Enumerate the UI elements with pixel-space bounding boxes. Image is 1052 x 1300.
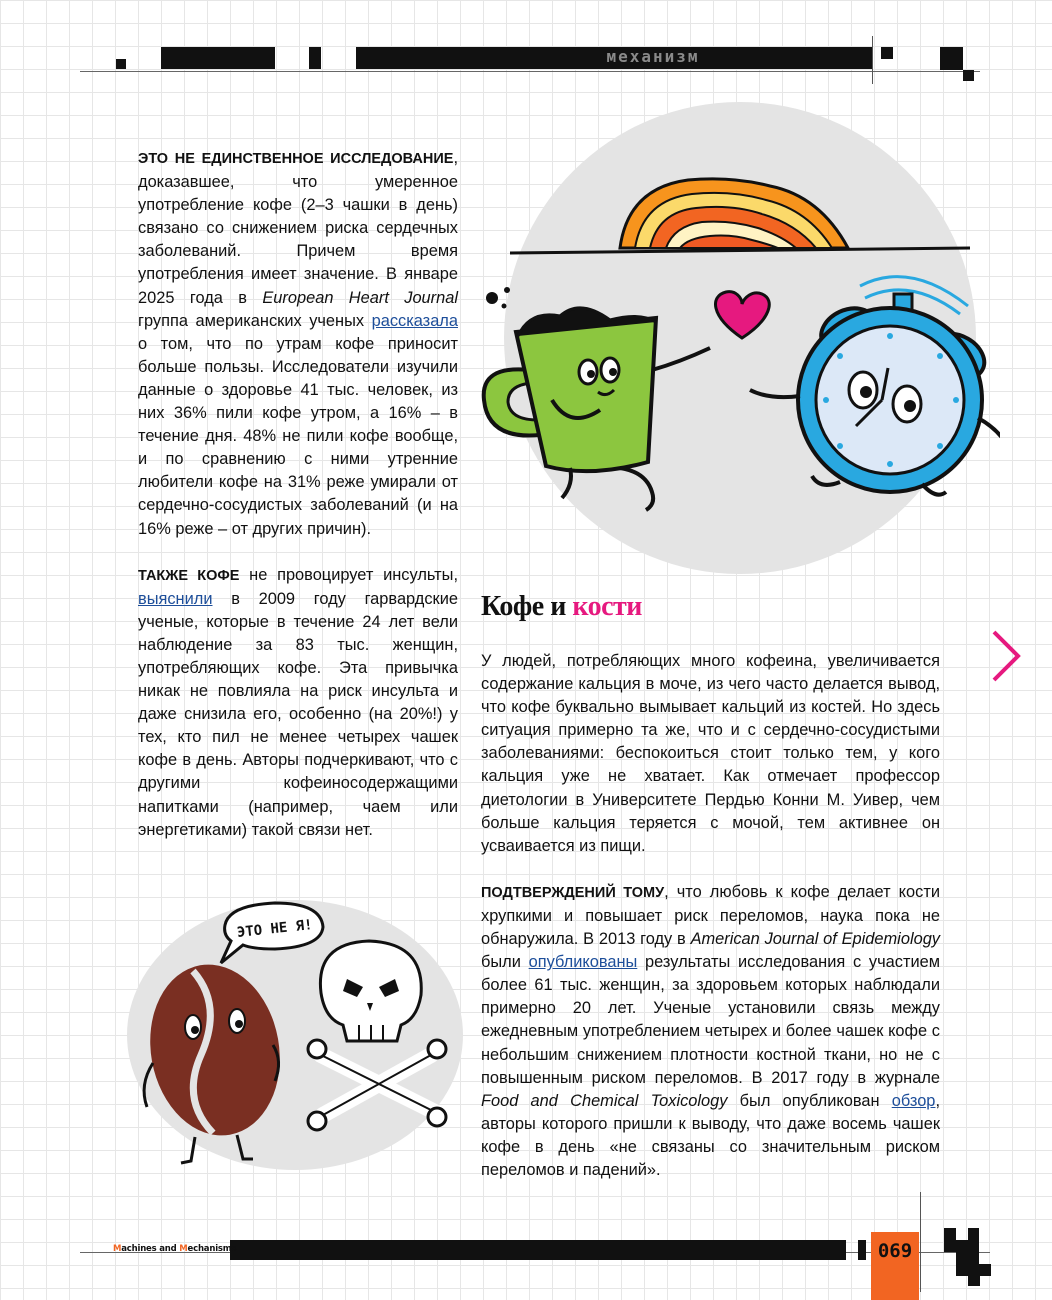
section-heading <box>481 591 642 623</box>
section-label: механизм <box>606 47 700 66</box>
footer-tick <box>920 1192 921 1292</box>
footer-pixel <box>944 1228 956 1240</box>
text: , авторы которого пришли к выводу, что даже восемь чашек кофе в день «не связаны со значительным риском переломов и падений». <box>481 1091 940 1179</box>
footer-pixel <box>956 1252 979 1264</box>
header-tick <box>872 36 873 84</box>
source-link[interactable]: опубликованы <box>528 953 638 972</box>
source-link[interactable]: выяснили <box>138 589 213 608</box>
header-pixel <box>940 47 963 70</box>
paragraph <box>138 564 458 842</box>
right-column <box>481 650 940 1205</box>
brand-letter: M <box>179 1244 188 1254</box>
speech-bubble-text: ЭТО НЕ Я! <box>236 917 314 941</box>
lead-in: ТАКЖЕ КОФЕ <box>138 567 240 584</box>
journal-name: Food and Chemical Toxicology <box>481 1091 728 1110</box>
page-number-badge <box>871 1232 919 1300</box>
page-number: 069 <box>877 1240 913 1262</box>
header-block <box>309 47 321 69</box>
header-block <box>161 47 275 69</box>
brand-text: achines and <box>121 1244 180 1254</box>
next-page-chevron-icon[interactable] <box>990 628 1024 684</box>
footer-pixel <box>968 1228 979 1240</box>
brand-letter: M <box>113 1244 122 1254</box>
bean-skull-illustration <box>125 885 465 1175</box>
source-link[interactable]: обзор <box>891 1091 936 1110</box>
footer-block <box>230 1240 846 1260</box>
left-column <box>138 147 458 865</box>
brand-text: echanisms <box>187 1244 237 1254</box>
coffee-clock-illustration <box>470 100 1000 580</box>
footer-pixel <box>944 1240 979 1252</box>
text: группа американских ученых <box>138 311 372 330</box>
text: , что любовь к кофе делает кости хрупкими и повышает риск переломов, наука пока не обнаружила. В 2013 году в <box>481 882 940 949</box>
header-pixel <box>116 59 126 69</box>
text: о том, что по утрам кофе приносит больше пользы. Исследователи изучили данные о здоровье 41 тыс. человек, из них 36% пили кофе утром, а 16% – в течение дня. 48% не пили кофе вообще, и по сравнению с ними утренние любители кофе на 31% реже умирали от сердечно-сосудистых заболеваний (и на 16% реже – от других причин). <box>138 334 458 538</box>
heading-text: Кофе и <box>481 591 573 622</box>
footer-block <box>858 1240 866 1260</box>
lead-in: ПОДТВЕРЖДЕНИЙ ТОМУ <box>481 884 665 901</box>
text: были <box>481 953 529 972</box>
paragraph <box>138 147 458 541</box>
header-pixel <box>881 47 893 59</box>
journal-name: American Journal of Epidemiology <box>690 930 941 949</box>
header-pixel <box>963 70 974 81</box>
text: был опубликован <box>727 1091 892 1110</box>
paragraph: У людей, потребляющих много кофеина, увеличивается содержание кальция в моче, из чего часто делается вывод, что кофе буквально вымывает кальций из костей. Но здесь ситуация примерно та же, что и с сердечно-сосудистыми заболеваниями: беспокоиться стоит только тем, у кого кальция уже не хватает. Как отмечает профессор диетологии в Университете Пердью Конни М. Уивер, чем больше кальция теряется с мочой, тем активнее он усваивается из пищи. <box>481 652 940 855</box>
heading-accent: кости <box>572 591 642 622</box>
paragraph <box>481 881 940 1182</box>
journal-name: European Heart Journal <box>262 288 459 307</box>
source-link[interactable]: рассказала <box>371 311 458 330</box>
header-rule <box>80 71 980 72</box>
footer-pixel <box>968 1276 980 1286</box>
magazine-brand <box>113 1244 236 1254</box>
lead-in: ЭТО НЕ ЕДИНСТВЕННОЕ ИССЛЕДОВАНИЕ <box>138 151 454 167</box>
text: результаты исследования с участием более 61 тыс. женщин, за здоровьем которых наблюдали примерно 20 лет. Ученые установили связь между ежедневным употреблением четырех и более чашек кофе с небольшим снижением плотности костной ткани, но не с повышенным риском переломов. В 2017 году в журнале <box>481 953 940 1087</box>
text: не провоцирует инсульты, <box>239 565 459 584</box>
text: в 2009 году гарвардские ученые, которые в течение 24 лет вели наблюдение за 83 тыс. женщин, употребляющих кофе. Эта привычка никак не повлияла на риск инсульта и даже снизила его, особенно (на 20%!) у тех, кто пил не менее четырех чашек кофе в день. Авторы подчеркивают, что с другими кофеиносодержащими напитками (например, чаем или энергетиками) такой связи нет. <box>138 589 458 839</box>
footer-pixel <box>956 1264 991 1276</box>
text: , доказавшее, что умеренное употребление кофе (2–3 чашки в день) связано со снижением риска сердечных заболеваний. Причем время употребления имеет значение. В январе 2025 года в <box>138 149 458 307</box>
